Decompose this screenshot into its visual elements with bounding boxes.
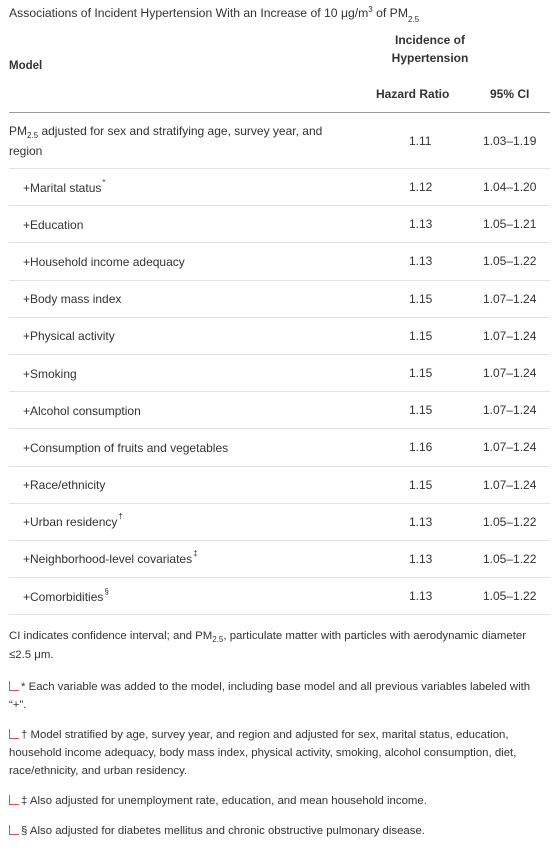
footnote-return-icon [9, 681, 19, 691]
footnote-marker: ‡ [193, 549, 198, 559]
column-group-header: Incidence of Hypertension [391, 33, 469, 65]
model-label: +Alcohol consumption [23, 403, 141, 418]
ci-value: 1.07–1.24 [483, 328, 537, 343]
ci-value: 1.04–1.20 [483, 180, 537, 195]
model-label: +Consumption of fruits and vegetables [23, 440, 229, 455]
table-caption: Associations of Incident Hypertension With an Increase of 10 $\mu g/m^3$ of $PM_{2.5}$ [9, 5, 420, 24]
model-label: +Physical activity [23, 329, 115, 344]
hazard-ratio-value: 1.15 [409, 291, 433, 306]
footnote: * Each variable was added to the model, including base model and all previous variables labeled with “+”. [9, 681, 531, 711]
model-label: +Neighborhood-level covariates‡ [23, 549, 198, 567]
model-label: +Comorbidities§ [23, 586, 109, 604]
hazard-ratio-value: 1.15 [409, 477, 433, 492]
hazard-ratio-value: 1.13 [409, 589, 433, 604]
footnote-marker: * [102, 177, 106, 187]
ci-value: 1.03–1.19 [483, 133, 537, 148]
table-row [9, 504, 550, 541]
ci-value: 1.07–1.24 [483, 403, 537, 418]
table-row [9, 113, 550, 169]
table-row [9, 541, 550, 578]
model-label: +Education [23, 217, 84, 232]
footnote-return-icon [9, 825, 19, 835]
table-row [9, 243, 550, 280]
hazard-ratio-value: 1.13 [409, 551, 433, 566]
table-row [9, 206, 550, 243]
hazard-ratio-column-header: Hazard Ratio [376, 87, 450, 101]
footnote-marker: § [104, 586, 109, 596]
hazard-ratio-value: 1.13 [409, 514, 433, 529]
ci-value: 1.07–1.24 [483, 440, 537, 455]
footnote: † Model stratified by age, survey year, and region and adjusted for sex, marital status, education, household income adequacy, body mass index, physical activity, smoking, alcohol consumption, diet, race/ethnicity, and urban residency. [9, 729, 517, 777]
footnote-return-icon [9, 795, 19, 805]
model-label: +Race/ethnicity [23, 478, 106, 493]
footnote-marker: † [118, 512, 123, 522]
hazard-ratio-value: 1.15 [409, 403, 433, 418]
footnote-return-icon [9, 729, 19, 739]
ci-value: 1.05–1.22 [483, 551, 537, 566]
model-label: +Marital status* [23, 177, 106, 195]
ci-value: 1.05–1.22 [483, 254, 537, 269]
hazard-ratio-value: 1.12 [409, 180, 433, 195]
table-row [9, 169, 550, 206]
ci-column-header: 95% CI [490, 87, 530, 101]
abbreviation-note: CI indicates confidence interval; and $PM_{2.5}$, particulate matter with particles with aerodynamic diameter ≤2.5 μm. [9, 630, 526, 661]
model-label: +Household income adequacy [23, 254, 185, 269]
model-column-header: Model [9, 60, 43, 72]
hazard-ratio-value: 1.16 [409, 440, 433, 455]
ci-value: 1.05–1.21 [483, 217, 537, 232]
table-row [9, 355, 550, 392]
footnote: ‡ Also adjusted for unemployment rate, education, and mean household income. [9, 792, 546, 810]
model-label: +Smoking [23, 366, 77, 381]
table-notes [9, 627, 546, 852]
table-body [9, 113, 550, 615]
hazard-ratio-value: 1.11 [409, 133, 432, 148]
table-row [9, 281, 550, 318]
hazard-ratio-value: 1.15 [409, 366, 433, 381]
table-row [9, 467, 550, 504]
table-row [9, 392, 550, 429]
ci-value: 1.05–1.22 [483, 589, 537, 604]
ci-value: 1.07–1.24 [483, 366, 537, 381]
ci-value: 1.05–1.22 [483, 514, 537, 529]
hazard-ratio-value: 1.13 [409, 254, 433, 269]
model-label: +Body mass index [23, 292, 122, 307]
hazard-ratio-value: 1.15 [409, 328, 433, 343]
ci-value: 1.07–1.24 [483, 477, 537, 492]
table-row [9, 429, 550, 466]
footnote: § Also adjusted for diabetes mellitus and chronic obstructive pulmonary disease. [9, 822, 546, 840]
ci-value: 1.07–1.24 [483, 291, 537, 306]
table-row [9, 318, 550, 355]
hazard-ratio-value: 1.13 [409, 217, 433, 232]
model-label: +Urban residency† [23, 512, 123, 530]
model-label: $PM_{2.5}$ adjusted for sex and stratifying age, survey year, and region [9, 123, 323, 158]
table-row [9, 578, 550, 615]
